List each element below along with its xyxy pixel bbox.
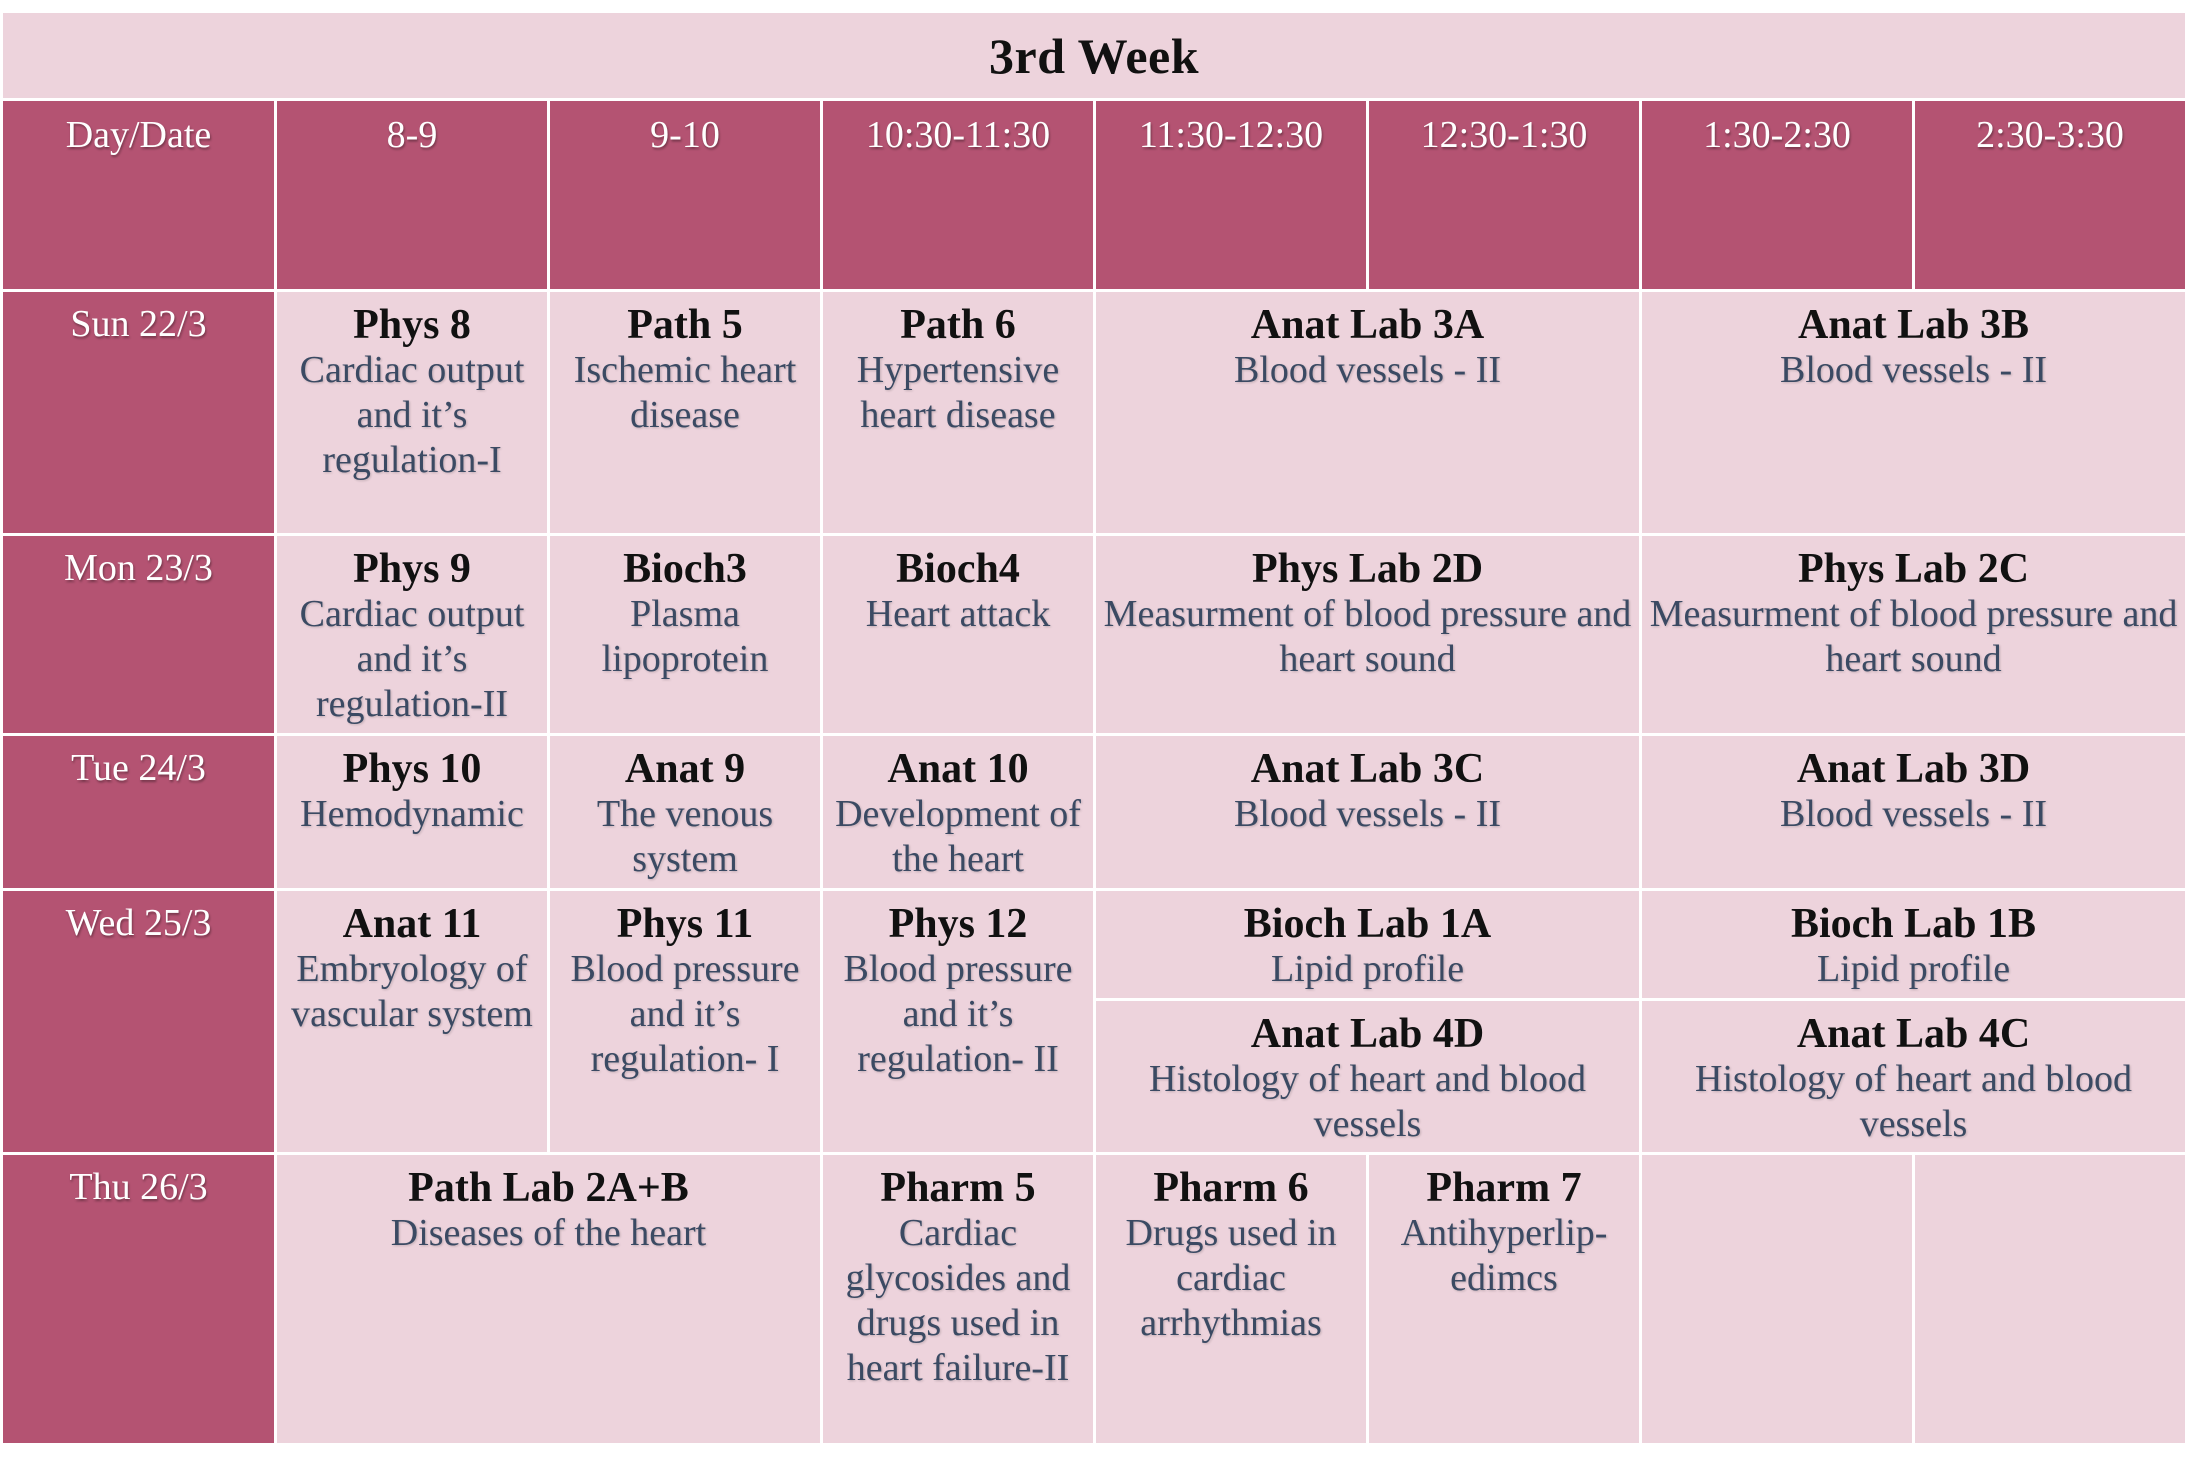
session-code: Anat Lab 3B <box>1797 302 2030 348</box>
header-slot <box>276 100 549 291</box>
session-code: Anat 11 <box>342 901 482 947</box>
schedule-container <box>0 10 2188 1446</box>
header-row <box>2 100 2187 291</box>
session-code: Pharm 7 <box>1426 1165 1582 1211</box>
lab-cell <box>1641 291 2187 535</box>
session-code: Phys Lab 2C <box>1797 546 2030 592</box>
session-cell <box>822 1154 1095 1445</box>
session-code: Anat Lab 4D <box>1250 1011 1485 1057</box>
slot-label: 9-10 <box>650 114 720 156</box>
session-topic: Cardiac output and it’s regulation-I <box>299 349 525 481</box>
day-cell <box>2 735 276 890</box>
lab-cell <box>1095 535 1641 735</box>
week-schedule-table <box>0 10 2188 1446</box>
header-slot <box>1368 100 1641 291</box>
session-code: Pharm 6 <box>1153 1165 1309 1211</box>
header-slot <box>822 100 1095 291</box>
lab-cell <box>276 1154 822 1445</box>
session-code: Anat 10 <box>887 746 1029 792</box>
session-code: Phys 12 <box>888 901 1028 947</box>
session-code: Phys 11 <box>616 901 754 947</box>
session-cell <box>549 535 822 735</box>
lab-cell <box>1641 735 2187 890</box>
slot-label: 12:30-1:30 <box>1420 114 1588 156</box>
day-label: Sun 22/3 <box>70 303 207 345</box>
session-topic: Diseases of the heart <box>390 1212 707 1254</box>
empty-cell <box>1641 1154 1914 1445</box>
header-day-date <box>2 100 276 291</box>
session-topic: Ischemic heart disease <box>573 349 797 436</box>
session-cell <box>276 535 549 735</box>
table-row <box>2 1154 2187 1445</box>
session-cell <box>276 291 549 535</box>
session-code: Path 5 <box>627 302 743 348</box>
page-title: 3rd Week <box>2 12 2187 100</box>
session-topic: Lipid profile <box>1270 948 1465 990</box>
table-row <box>2 735 2187 890</box>
session-cell <box>276 735 549 890</box>
session-topic: Cardiac glycosides and drugs used in heart failure-II <box>845 1212 1071 1389</box>
session-topic: Blood vessels - II <box>1780 349 2048 391</box>
session-topic: Histology of heart and blood vessels <box>1695 1058 2132 1145</box>
session-topic: Blood vessels - II <box>1780 793 2048 835</box>
session-topic: Histology of heart and blood vessels <box>1149 1058 1586 1145</box>
slot-label: 10:30-11:30 <box>865 114 1051 156</box>
session-code: Bioch4 <box>896 546 1020 592</box>
lab-cell <box>1095 291 1641 535</box>
slot-label: 11:30-12:30 <box>1138 114 1324 156</box>
session-code: Anat Lab 4C <box>1796 1011 2031 1057</box>
day-cell <box>2 535 276 735</box>
session-code: Anat Lab 3D <box>1796 746 2031 792</box>
session-code: Phys Lab 2D <box>1251 546 1484 592</box>
session-cell <box>549 291 822 535</box>
session-code: Bioch Lab 1A <box>1243 901 1492 947</box>
table-row <box>2 890 2187 1000</box>
session-cell <box>822 890 1095 1154</box>
session-cell <box>1095 1154 1368 1445</box>
lab-cell <box>1095 890 1641 1000</box>
table-row <box>2 291 2187 535</box>
session-topic: Hypertensive heart disease <box>856 349 1060 436</box>
day-cell <box>2 890 276 1154</box>
session-topic: Drugs used in cardiac arrhythmias <box>1125 1212 1337 1344</box>
table-row <box>2 535 2187 735</box>
session-code: Bioch Lab 1B <box>1790 901 2037 947</box>
day-label: Mon 23/3 <box>64 547 213 589</box>
session-code: Anat Lab 3C <box>1250 746 1485 792</box>
header-slot <box>549 100 822 291</box>
session-code: Phys 8 <box>353 302 471 348</box>
session-topic: Blood vessels - II <box>1233 349 1502 391</box>
empty-cell <box>1914 1154 2187 1445</box>
session-cell <box>1368 1154 1641 1445</box>
session-topic: Hemodynamic <box>300 793 524 835</box>
header-slot <box>1914 100 2187 291</box>
session-code: Pharm 5 <box>880 1165 1036 1211</box>
session-topic: The venous system <box>596 793 774 880</box>
lab-cell <box>1641 1000 2187 1154</box>
day-cell <box>2 1154 276 1445</box>
session-code: Anat 9 <box>624 746 746 792</box>
session-topic: Lipid profile <box>1816 948 2011 990</box>
slot-label: 1:30-2:30 <box>1703 114 1851 156</box>
session-cell <box>549 890 822 1154</box>
session-code: Path Lab 2A+B <box>408 1165 689 1211</box>
session-code: Anat Lab 3A <box>1250 302 1485 348</box>
session-topic: Embryology of vascular system <box>291 948 533 1035</box>
session-topic: Blood pressure and it’s regulation- I <box>570 948 800 1080</box>
day-label: Wed 25/3 <box>65 902 212 944</box>
header-label: Day/Date <box>65 114 212 156</box>
session-topic: Plasma lipoprotein <box>601 593 769 680</box>
header-slot <box>1641 100 1914 291</box>
session-code: Bioch3 <box>623 546 747 592</box>
session-code: Phys 10 <box>342 746 482 792</box>
session-topic: Heart attack <box>865 593 1051 635</box>
day-cell <box>2 291 276 535</box>
slot-label: 8-9 <box>386 114 438 156</box>
session-topic: Antihyperlip-edimcs <box>1400 1212 1608 1299</box>
session-topic: Blood pressure and it’s regulation- II <box>843 948 1073 1080</box>
session-cell <box>549 735 822 890</box>
session-cell <box>822 535 1095 735</box>
lab-cell <box>1641 890 2187 1000</box>
day-label: Thu 26/3 <box>69 1166 208 1208</box>
session-code: Phys 9 <box>353 546 471 592</box>
session-topic: Blood vessels - II <box>1233 793 1502 835</box>
lab-cell <box>1095 1000 1641 1154</box>
session-topic: Measurment of blood pressure and heart sound <box>1103 593 1632 680</box>
session-topic: Measurment of blood pressure and heart sound <box>1649 593 2178 680</box>
session-cell <box>822 291 1095 535</box>
title-row <box>2 12 2187 100</box>
header-slot <box>1095 100 1368 291</box>
session-cell <box>276 890 549 1154</box>
slot-label: 2:30-3:30 <box>1976 114 2124 156</box>
session-topic: Development of the heart <box>835 793 1081 880</box>
session-topic: Cardiac output and it’s regulation-II <box>299 593 525 725</box>
session-code: Path 6 <box>900 302 1016 348</box>
lab-cell <box>1641 535 2187 735</box>
lab-cell <box>1095 735 1641 890</box>
day-label: Tue 24/3 <box>71 747 206 789</box>
session-cell <box>822 735 1095 890</box>
